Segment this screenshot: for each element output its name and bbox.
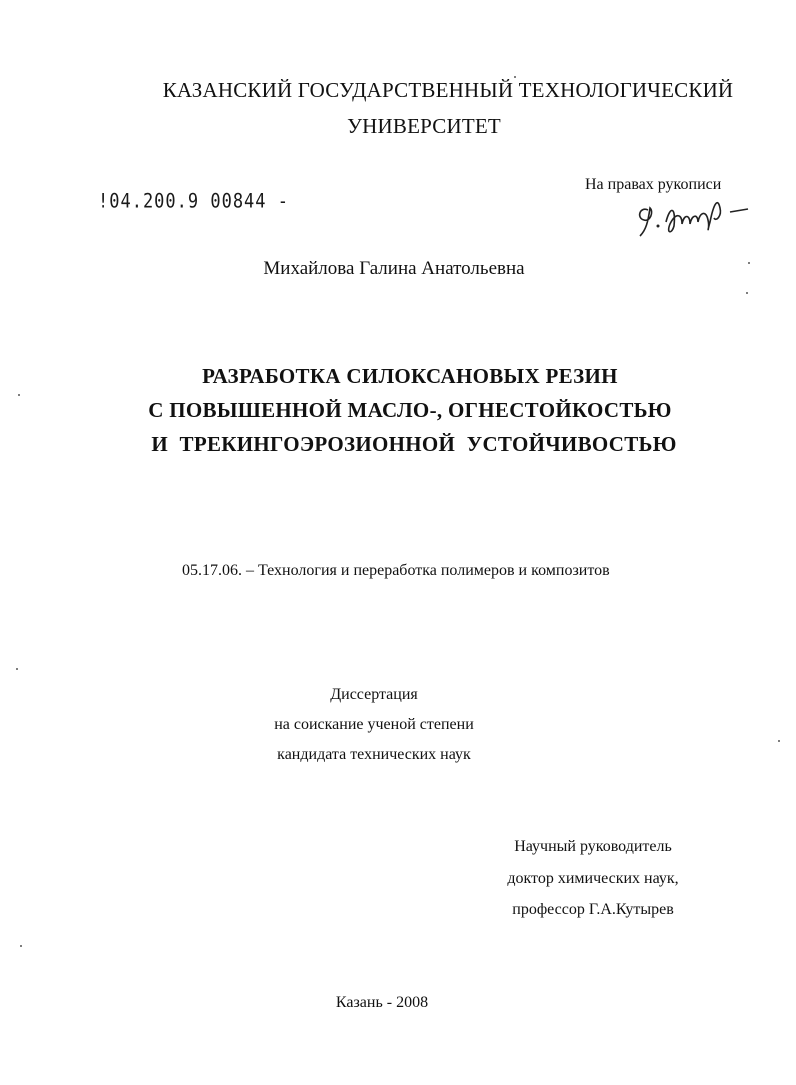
scan-speck <box>778 740 780 742</box>
dissertation-title-line3: И ТРЕКИНГОЭРОЗИОННОЙ УСТОЙЧИВОСТЬЮ <box>151 432 677 456</box>
supervisor-label: Научный руководитель <box>514 838 672 855</box>
dissertation-label: Диссертация <box>330 686 418 703</box>
dissertation-title-line1: РАЗРАБОТКА СИЛОКСАНОВЫХ РЕЗИН <box>202 364 618 388</box>
scan-speck <box>746 292 748 294</box>
scan-speck <box>748 262 750 264</box>
university-name-line1: КАЗАНСКИЙ ГОСУДАРСТВЕННЫЙ ТЕХНОЛОГИЧЕСКИЙ <box>162 78 734 102</box>
registry-stamp-number: !04.200.9 00844 - <box>98 190 289 213</box>
specialty-code: 05.17.06. – Технология и переработка полимеров и композитов <box>182 562 610 579</box>
scan-speck <box>20 945 22 947</box>
scan-speck <box>18 394 20 396</box>
dissertation-title-line2: С ПОВЫШЕННОЙ МАСЛО-, ОГНЕСТОЙКОСТЬЮ <box>148 398 672 422</box>
university-name-line2: УНИВЕРСИТЕТ <box>347 114 501 138</box>
scan-speck <box>514 76 516 78</box>
scan-speck <box>16 668 18 670</box>
handwritten-signature-icon <box>630 192 760 242</box>
degree-purpose: на соискание ученой степени <box>274 716 474 733</box>
supervisor-degree: доктор химических наук, <box>507 870 679 887</box>
manuscript-rights-note: На правах рукописи <box>585 176 722 193</box>
author-name: Михайлова Галина Анатольевна <box>263 258 525 279</box>
degree-name: кандидата технических наук <box>277 746 471 763</box>
supervisor-name: профессор Г.А.Кутырев <box>512 901 674 918</box>
place-and-year: Казань - 2008 <box>335 994 429 1011</box>
